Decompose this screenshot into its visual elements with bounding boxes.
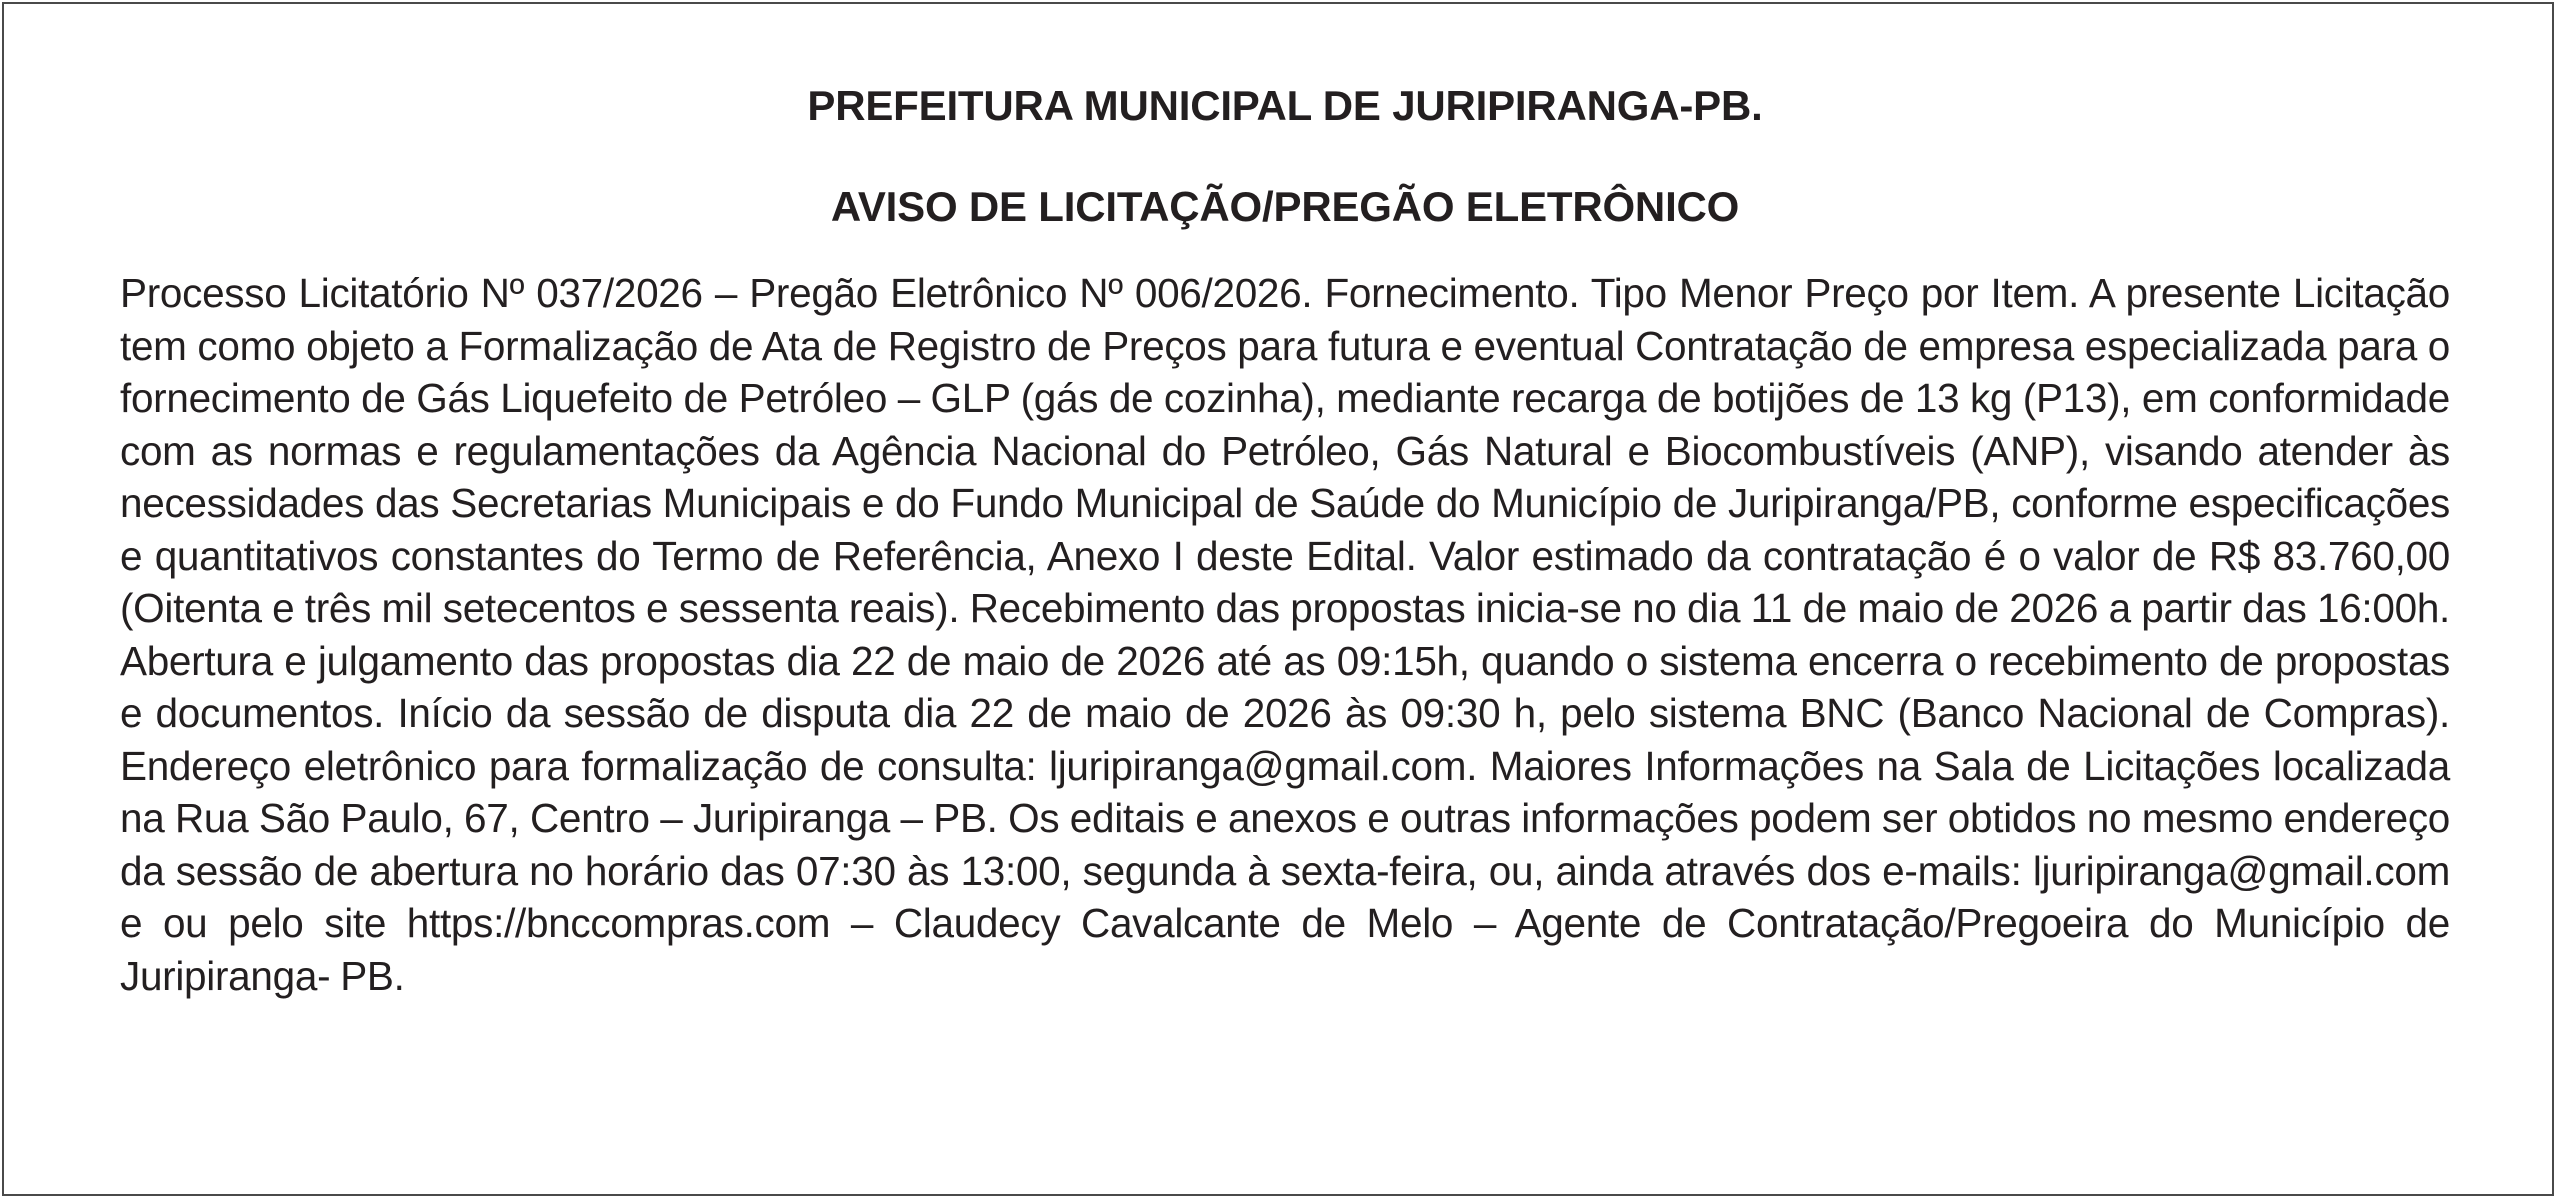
notice-body-paragraph: Processo Licitatório Nº 037/2026 – Pregão Eletrônico Nº 006/2026. Fornecimento. Tipo Menor Preço por Item. A presente Licitação tem como objeto a Formalização de Ata de Registro de Preços para futura e eventual Contratação de empresa especializada para o fornecimento de Gás Liquefeito de Petróleo – GLP (gás de cozinha), mediante recarga de botijões de 13 kg (P13), em conformidade com as normas e regulamentações da Agência Nacional do Petróleo, Gás Natural e Biocombustíveis (ANP), visando atender às necessidades das Secretarias Municipais e do Fundo Municipal de Saúde do Município de Juripiranga/PB, conforme especificações e quantitativos constantes do Termo de Referência, Anexo I deste Edital. Valor estimado da contratação é o valor de R$ 83.760,00 (Oitenta e três mil setecentos e sessenta reais). Recebimento das propostas inicia-se no dia 11 de maio de 2026 a partir das 16:00h. Abertura e julgamento das propostas dia 22 de maio de 2026 até as 09:15h, quando o sistema encerra o recebimento de propostas e documentos. Início da sessão de disputa dia 22 de maio de 2026 às 09:30 h, pelo sistema BNC (Banco Nacional de Compras). Endereço eletrônico para formalização de consulta: ljuripiranga@gmail.com. Maiores Informações na Sala de Licitações localizada na Rua São Paulo, 67, Centro – Juripiranga – PB. Os editais e anexos e outras informações podem ser obtidos no mesmo endereço da sessão de abertura no horário das 07:30 às 13:00, segunda à sexta-feira, ou, ainda através dos e-mails: ljuripiranga@gmail.com e ou pelo site https://bnccompras.com – Claudecy Cavalcante de Melo – Agente de Contratação/Pregoeira do Município de Juripiranga- PB. [120, 270, 2450, 999]
entity-heading: PREFEITURA MUNICIPAL DE JURIPIRANGA-PB. [807, 82, 1763, 129]
notice-frame [2, 2, 2554, 1196]
notice-title: AVISO DE LICITAÇÃO/PREGÃO ELETRÔNICO [830, 183, 1740, 230]
notice-content [120, 82, 2450, 1002]
